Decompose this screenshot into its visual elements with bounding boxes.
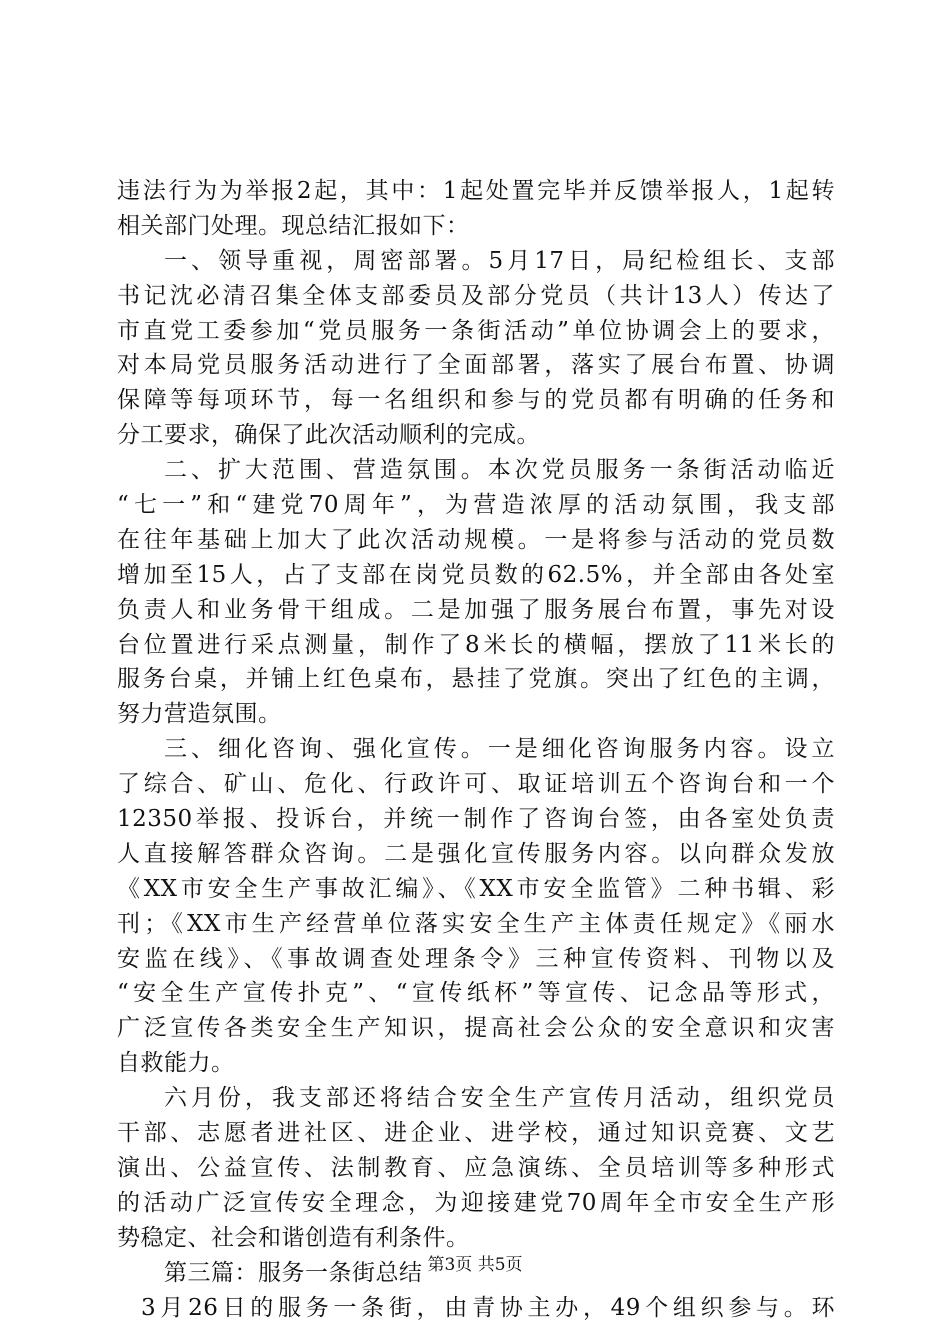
text-line-6: 对本局党员服务活动进行了全面部署，落实了展台布置、协调: [117, 352, 835, 379]
text-line-3: 一、领导重视，周密部署。5月17日，局纪检组长、支部: [164, 247, 835, 274]
text-line-26: 自救能力。: [117, 1050, 235, 1077]
text-line-22: 刊；《XX市生产经营单位落实安全生产主体责任规定》《丽水: [117, 910, 835, 937]
text-line-12: 增加至15人，占了支部在岗党员数的62.5%，并全部由各处室: [117, 561, 835, 588]
text-line-9: 二、扩大范围、营造氛围。本次党员服务一条街活动临近: [164, 457, 835, 484]
text-line-11: 在往年基础上加大了此次活动规模。一是将参与活动的党员数: [117, 526, 835, 553]
text-line-8: 分工要求，确保了此次活动顺利的完成。: [117, 422, 540, 449]
text-line-19: 12350举报、投诉台，并统一制作了咨询台签，由各室处负责: [117, 806, 835, 833]
text-line-20: 人直接解答群众咨询。二是强化宣传服务内容。以向群众发放: [117, 840, 835, 867]
text-line-13: 负责人和业务骨干组成。二是加强了服务展台布置，事先对设: [117, 596, 835, 623]
section-heading: 第三篇：服务一条街总结: [164, 1259, 423, 1286]
text-line-31: 势稳定、社会和谐创造有利条件。: [117, 1224, 470, 1251]
text-line-7: 保障等每项环节，每一名组织和参与的党员都有明确的任务和: [117, 387, 835, 414]
text-line-21: 《XX市安全生产事故汇编》、《XX市安全监管》二种书辑、彩: [117, 875, 835, 902]
text-line-23: 安监在线》、《事故调查处理条令》三种宣传资料、刊物以及: [117, 945, 835, 972]
text-line-27: 六月份，我支部还将结合安全生产宣传月活动，组织党员: [164, 1085, 835, 1112]
page-footer: 第3页 共5页: [427, 1255, 523, 1275]
text-line-33: 3月26日的服务一条街，由青协主办，49个组织参与。环: [141, 1294, 835, 1321]
text-line-25: 广泛宣传各类安全生产知识，提高社会公众的安全意识和灾害: [117, 1015, 835, 1042]
text-line-10: “七一”和“建党70周年”，为营造浓厚的活动氛围，我支部: [117, 492, 835, 519]
text-line-24: “安全生产宣传扑克”、“宣传纸杯”等宣传、记念品等形式，: [117, 980, 835, 1007]
text-line-4: 书记沈必清召集全体支部委员及部分党员（共计13人）传达了: [117, 282, 835, 309]
text-line-16: 努力营造氛围。: [117, 701, 282, 728]
text-line-30: 的活动广泛宣传安全理念，为迎接建党70周年全市安全生产形: [117, 1189, 835, 1216]
text-line-14: 台位置进行采点测量，制作了8米长的横幅，摆放了11米长的: [117, 631, 835, 658]
text-line-18: 了综合、矿山、危化、行政许可、取证培训五个咨询台和一个: [117, 771, 835, 798]
text-line-1: 违法行为为举报2起，其中：1起处置完毕并反馈举报人，1起转: [117, 178, 835, 204]
text-line-2: 相关部门处理。现总结汇报如下：: [117, 212, 470, 239]
text-line-29: 演出、公益宣传、法制教育、应急演练、全员培训等多种形式: [117, 1154, 835, 1181]
text-line-17: 三、细化咨询、强化宣传。一是细化咨询服务内容。设立: [164, 736, 835, 763]
text-line-5: 市直党工委参加“党员服务一条街活动”单位协调会上的要求，: [117, 317, 835, 344]
text-line-15: 服务台桌，并铺上红色桌布，悬挂了党旗。突出了红色的主调，: [117, 666, 835, 693]
document-body: [117, 174, 835, 1325]
text-line-28: 干部、志愿者进社区、进企业、进学校，通过知识竞赛、文艺: [117, 1120, 835, 1147]
